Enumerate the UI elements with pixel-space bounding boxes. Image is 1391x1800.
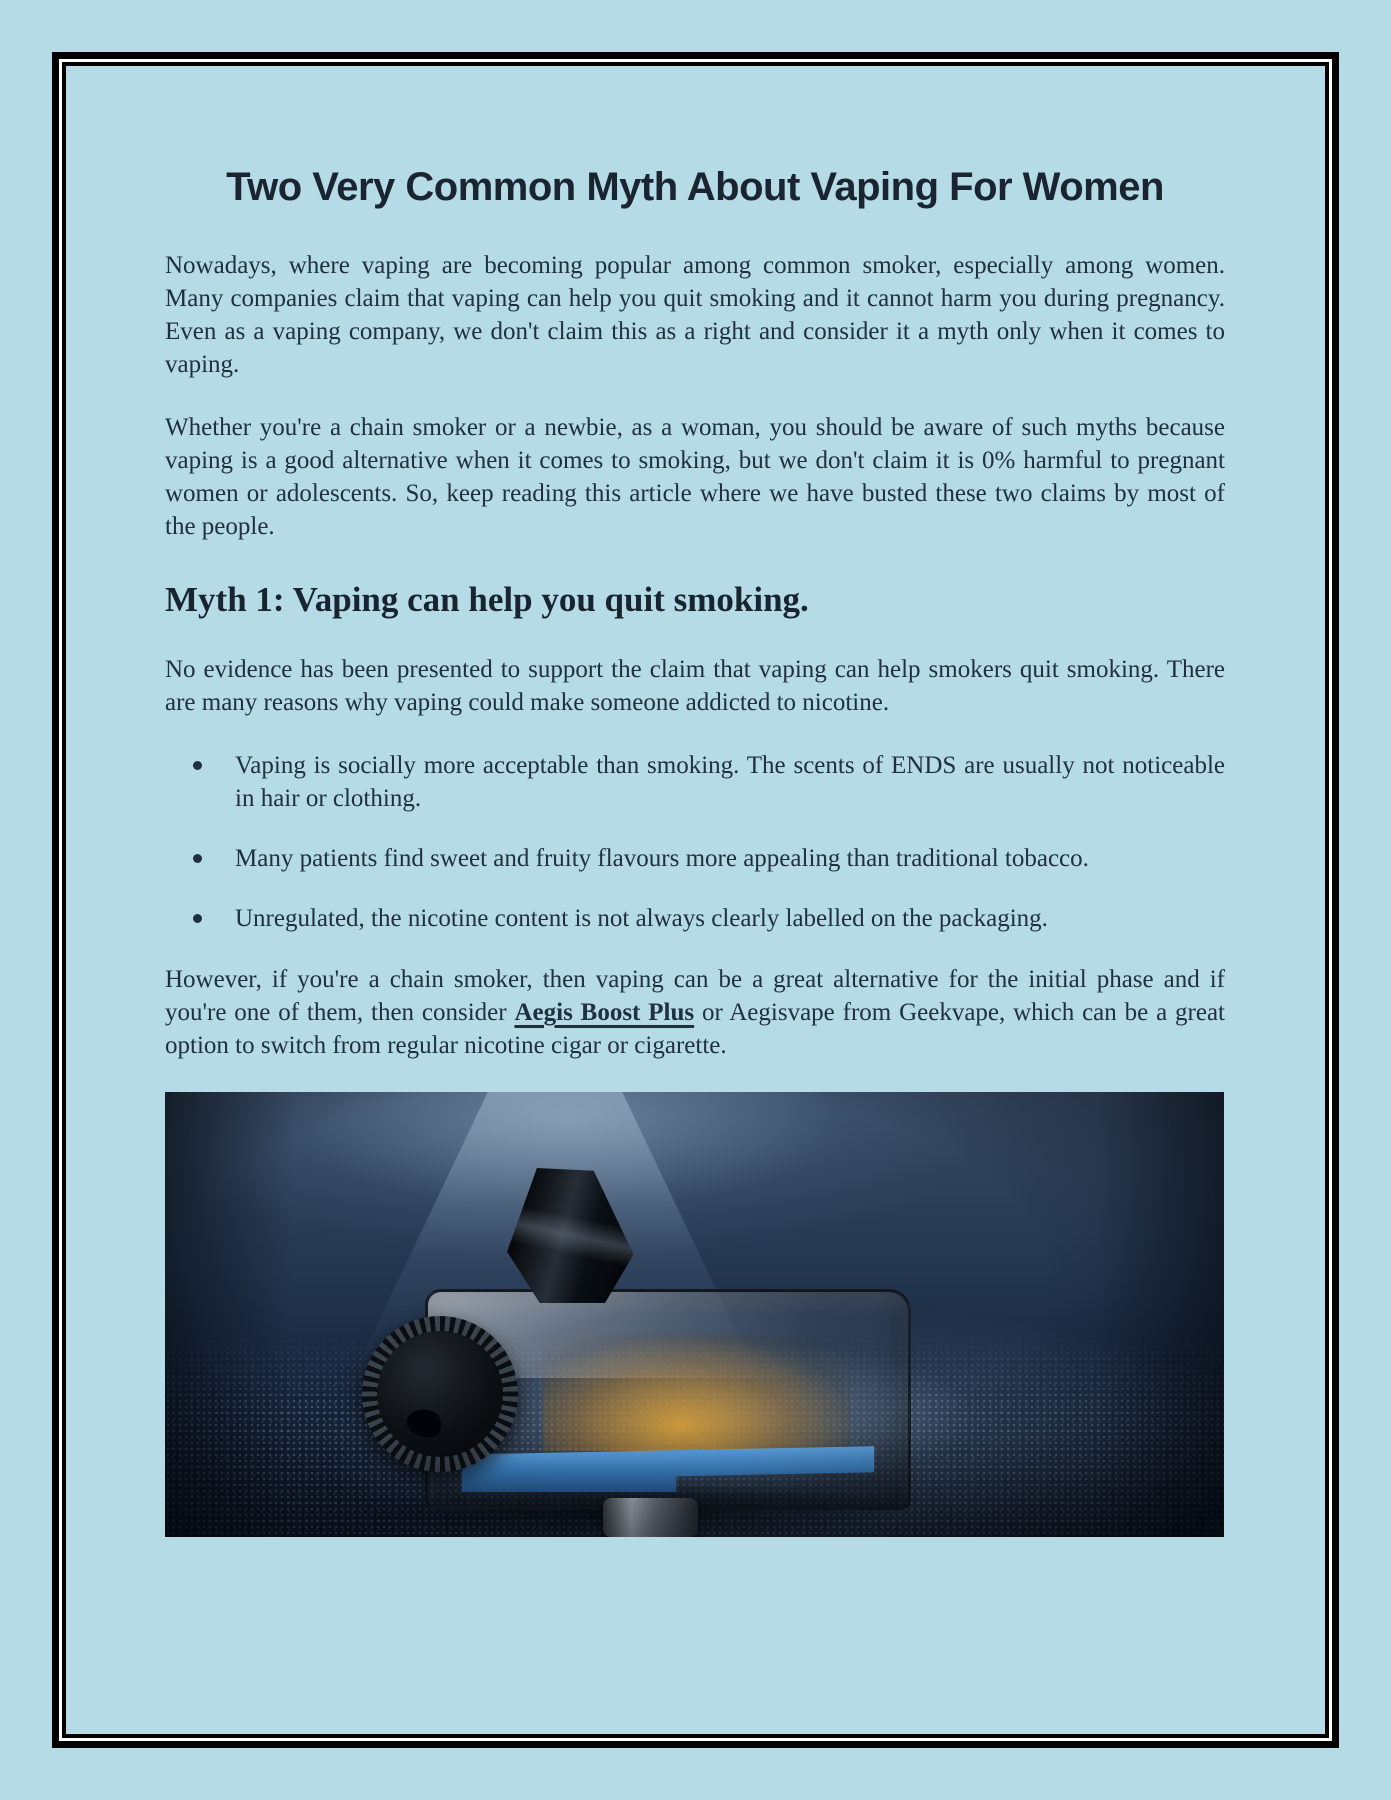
- intro-paragraph-1: Nowadays, where vaping are becoming popular among common smoker, especially among women. Many companies claim that vaping can help you quit smoking and it cannot harm you during pregnancy. Even as a vaping company, we don't claim this as a right and consider it a myth only when it comes to vaping.: [165, 252, 1225, 378]
- article-title: Two Very Common Myth About Vaping For Women: [226, 165, 1164, 209]
- bullet-dot-icon: [193, 914, 202, 923]
- list-item: [165, 749, 1225, 815]
- myth1-bullet-list: [165, 749, 1225, 935]
- list-item: [165, 902, 1225, 935]
- bullet-text: Vaping is socially more acceptable than smoking. The scents of ENDS are usually not noticeable in hair or clothing.: [235, 752, 1225, 812]
- airflow-dial: [362, 1316, 518, 1472]
- bullet-text: Many patients find sweet and fruity flavours more appealing than traditional tobacco.: [235, 845, 1089, 872]
- myth1-outro-paragraph: [165, 963, 1225, 1062]
- bullet-dot-icon: [193, 761, 202, 770]
- myth1-intro-paragraph: No evidence has been presented to support the claim that vaping can help smokers quit smoking. There are many reasons why vaping could make someone addicted to nicotine.: [165, 656, 1225, 716]
- vape-pod-photo: [165, 1092, 1224, 1537]
- bullet-text: Unregulated, the nicotine content is not always clearly labelled on the packaging.: [235, 905, 1048, 932]
- connector-pin: [603, 1498, 698, 1537]
- outro-text-before-link: However, if you're a chain smoker, then vaping can be a great alternative for the initial phase and if you're one of them, then consider: [165, 966, 1225, 1026]
- intro-paragraph-2: Whether you're a chain smoker or a newbie, as a woman, you should be aware of such myths because vaping is a good alternative when it comes to smoking, but we don't claim it is 0% harmful to pregnant women or adolescents. So, keep reading this article where we have busted these two claims by most of the people.: [165, 414, 1225, 540]
- aegis-boost-plus-link[interactable]: Aegis Boost Plus: [514, 999, 695, 1026]
- article-content: [66, 66, 1325, 1537]
- page-border-inner: [62, 62, 1329, 1738]
- airflow-dial-face: [377, 1331, 503, 1457]
- page-border-outer: [52, 52, 1339, 1748]
- list-item: [165, 842, 1225, 875]
- outro-text-after-link: or Aegisvape from Geekvape, which can be a great option to switch from regular nicotine cigar or cigarette.: [165, 999, 1225, 1059]
- myth1-heading: Myth 1: Vaping can help you quit smoking.: [165, 580, 809, 619]
- bullet-dot-icon: [193, 854, 202, 863]
